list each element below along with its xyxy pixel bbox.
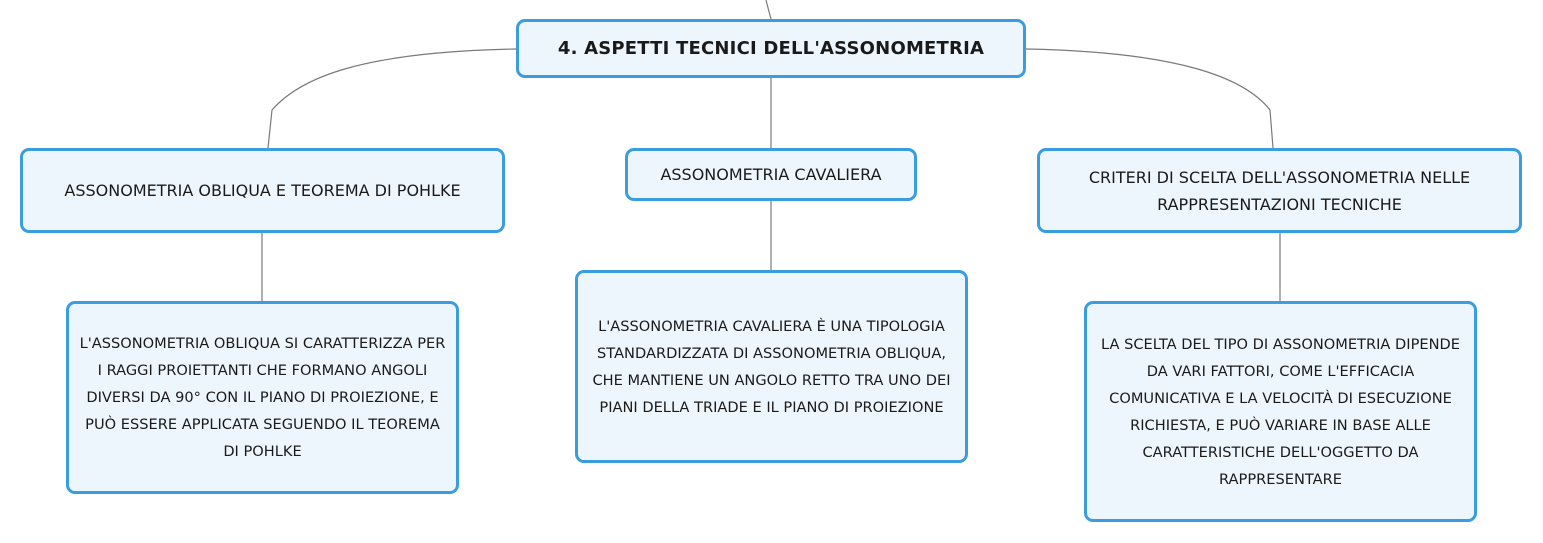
- detail-node-selection-criteria[interactable]: [1084, 301, 1477, 522]
- connector-from-parent: [766, 0, 771, 19]
- root-node-label: 4. ASPETTI TECNICI DELL'ASSONOMETRIA: [557, 38, 985, 59]
- root-node[interactable]: [516, 19, 1026, 78]
- connector-root-to-topic-3: [1026, 49, 1273, 148]
- topic-label: CRITERI DI SCELTA DELL'ASSONOMETRIA NELLE RAPPRESENTAZIONI TECNICHE: [1088, 167, 1471, 214]
- connector-root-to-topic-1: [268, 49, 516, 148]
- detail-node-cavaliera[interactable]: [575, 270, 968, 463]
- topic-label: ASSONOMETRIA CAVALIERA: [660, 165, 882, 184]
- topic-label: ASSONOMETRIA OBLIQUA E TEOREMA DI POHLKE: [64, 181, 461, 200]
- detail-text: L'ASSONOMETRIA OBLIQUA SI CARATTERIZZA PER I RAGGI PROIETTANTI CHE FORMANO ANGOLI DIVERSI DA 90° CON IL PIANO DI PROIEZIONE, E PUÒ ESSERE APPLICATA SEGUENDO IL TEOREMA DI POHLKE: [79, 335, 446, 460]
- detail-text: LA SCELTA DEL TIPO DI ASSONOMETRIA DIPENDE DA VARI FATTORI, COME L'EFFICACIA COMUNICATIVA E LA VELOCITÀ DI ESECUZIONE RICHIESTA, E PUÒ VARIARE IN BASE ALLE CARATTERISTICHE DELL'OGGETTO DA RAPPRESENTARE: [1101, 335, 1460, 488]
- topic-node-selection-criteria[interactable]: [1037, 148, 1522, 233]
- detail-node-oblique-pohlke[interactable]: [66, 301, 459, 494]
- topic-node-cavaliera[interactable]: [625, 148, 917, 201]
- detail-text: L'ASSONOMETRIA CAVALIERA È UNA TIPOLOGIA STANDARDIZZATA DI ASSONOMETRIA OBLIQUA, CHE MANTIENE UN ANGOLO RETTO TRA UNO DEI PIANI DELLA TRIADE E IL PIANO DI PROIEZIONE: [592, 317, 951, 416]
- topic-node-oblique-pohlke[interactable]: [20, 148, 505, 233]
